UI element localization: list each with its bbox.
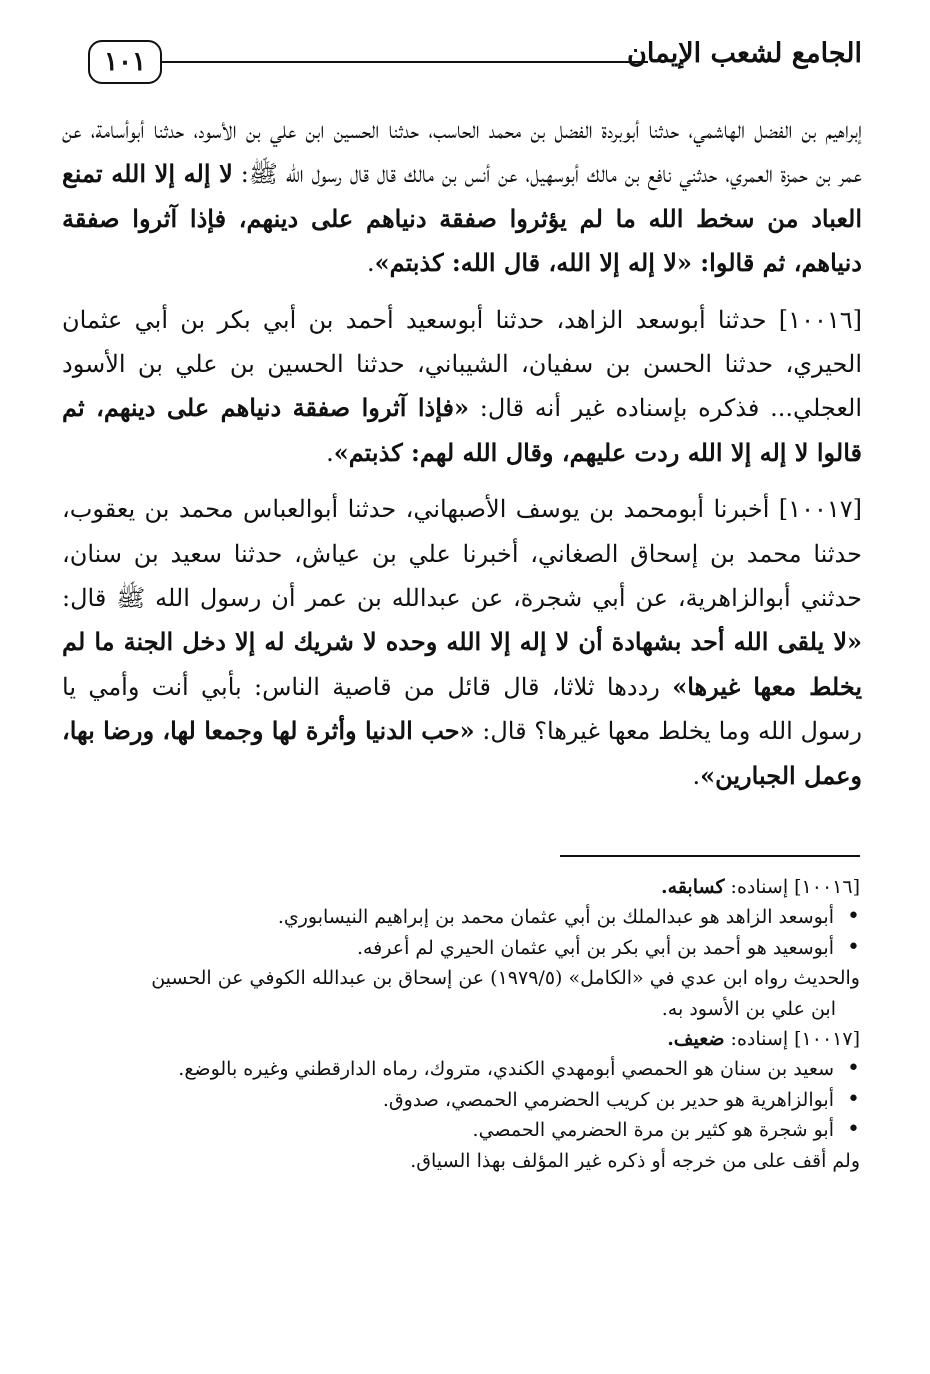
footnotes [62, 872, 860, 1176]
page-header [88, 36, 862, 92]
hadith-text: «حب الدنيا وأثرة لها وجمعا لها، ورضا بها، وعمل الجبارين» [62, 716, 862, 790]
hadith-paragraph-10017: [١٠٠١٧] أخبرنا أبومحمد بن يوسف الأصبهاني، حدثنا أبوالعباس محمد بن يعقوب، حدثنا محمد بن إسحاق الصغاني، أخبرنا علي بن عياش، حدثنا سعيد بن سنان، حدثني أبوالزاهرية، عن أبي شجرة، عن عبدالله بن عمر أن رسول الله ﷺ قال: «لا يلقى الله أحد بشهادة أن لا إله إلا الله وحده لا شريك له إلا دخل الجنة ما لم يخلط معها غيرها» رددها ثلاثا، قال قائل من قاصية الناس: بأبي أنت وأمي يا رسول الله وما يخلط معها غيرها؟ قال: «حب الدنيا وأثرة لها وجمعا لها، ورضا بها، وعمل الجبارين». [62, 495, 863, 790]
footnote-bullet: • أبوالزاهرية هو حدير بن كريب الحضرمي الحمصي، صدوق. [62, 1085, 860, 1115]
book-title: الجامع لشعب الإيمان [627, 38, 862, 69]
footnote-heading-10016: [١٠٠١٦] إسناده: كسابقه. [661, 876, 860, 898]
footnote-note: ولم أقف على من خرجه أو ذكره غير المؤلف بهذا السياق. [410, 1149, 860, 1172]
footnote-note: والحديث رواه ابن عدي في «الكامل» (١٩٧٩/٥) عن إسحاق بن عبدالله الكوفي عن الحسين [151, 967, 860, 990]
footnote-heading-10017: [١٠٠١٧] إسناده: ضعيف. [667, 1028, 860, 1051]
page-number: ١٠١ [88, 40, 162, 84]
narration-chain: إبراهيم بن الفضل الهاشمي، حدثنا أبوبردة الفضل بن محمد الحاسب، حدثنا الحسين ابن علي بن الأسود، حدثنا أبوأسامة، عن عمر بن حمزة العمري، حدثني نافع بن مالك أبوسهيل، عن أنس بن مالك قال قال رسول الله ﷺ: [62, 116, 862, 189]
hadith-text: «لا يلقى الله أحد بشهادة أن لا إله إلا الله وحده لا شريك له إلا دخل الجنة ما لم يخلط معها غيرها» [62, 627, 863, 701]
hadith-paragraph-continued: إبراهيم بن الفضل الهاشمي، حدثنا أبوبردة الفضل بن محمد الحاسب، حدثنا الحسين ابن علي بن الأسود، حدثنا أبوأسامة، عن عمر بن حمزة العمري، حدثني نافع بن مالك أبوسهيل، عن أنس بن مالك قال قال رسول الله ﷺ: لا إله إلا الله تمنع العباد من سخط الله ما لم يؤثروا صفقة دنياهم على دينهم، فإذا آثروا صفقة دنياهم، ثم قالوا: «لا إله إلا الله، قال الله: كذبتم». [62, 116, 862, 278]
narration-chain: [١٠٠١٧] أخبرنا أبومحمد بن يوسف الأصبهاني، حدثنا أبوالعباس محمد بن يعقوب، حدثنا محمد بن إسحاق الصغاني، أخبرنا علي بن عياش، حدثنا سعيد بن سنان، حدثني أبوالزاهرية، عن أبي شجرة، عن عبدالله بن عمر أن رسول الله ﷺ قال: [62, 495, 862, 613]
footnote-bullet: • أبوسعد الزاهد هو عبدالملك بن أبي عثمان محمد بن إبراهيم النيسابوري. [62, 902, 860, 932]
footnote-divider [560, 855, 860, 857]
hadith-text: لا إله إلا الله تمنع العباد من سخط الله ما لم يؤثروا صفقة دنياهم على دينهم، فإذا آثروا صفقة دنياهم، ثم قالوا: «لا إله إلا الله، قال الله: كذبتم» [62, 159, 862, 278]
narration-chain: [١٠٠١٦] حدثنا أبوسعد الزاهد، حدثنا أبوسعيد أحمد بن أبي بكر بن أبي عثمان الحيري، حدثنا الحسن بن سفيان، الشيباني، حدثنا الحسين بن علي بن الأسود العجلي... فذكره بإسناده غير أنه قال: [62, 305, 862, 423]
main-text [62, 108, 862, 810]
footnote-bullet: • أبو شجرة هو كثير بن مرة الحضرمي الحمصي. [62, 1115, 860, 1145]
hadith-text: «فإذا آثروا صفقة دنياهم على دينهم، ثم قالوا لا إله إلا الله ردت عليهم، وقال الله لهم: كذبتم» [62, 393, 862, 467]
header-rule [160, 61, 648, 63]
hadith-paragraph-10016: [١٠٠١٦] حدثنا أبوسعد الزاهد، حدثنا أبوسعيد أحمد بن أبي بكر بن أبي عثمان الحيري، حدثنا الحسن بن سفيان، الشيباني، حدثنا الحسين بن علي بن الأسود العجلي... فذكره بإسناده غير أنه قال: «فإذا آثروا صفقة دنياهم على دينهم، ثم قالوا لا إله إلا الله ردت عليهم، وقال الله لهم: كذبتم». [62, 305, 862, 467]
narration-context: رددها ثلاثا، قال قائل من قاصية الناس: بأبي أنت وأمي يا رسول الله وما يخلط معها غيرها؟ قال: [62, 672, 862, 746]
footnote-note-continued: ابن علي بن الأسود به. [661, 997, 836, 1020]
footnote-bullet: • سعيد بن سنان هو الحمصي أبومهدي الكندي، متروك، رماه الدارقطني وغيره بالوضع. [62, 1054, 860, 1084]
footnote-bullet: • أبوسعيد هو أحمد بن أبي بكر بن أبي عثمان الحيري لم أعرفه. [62, 933, 860, 963]
